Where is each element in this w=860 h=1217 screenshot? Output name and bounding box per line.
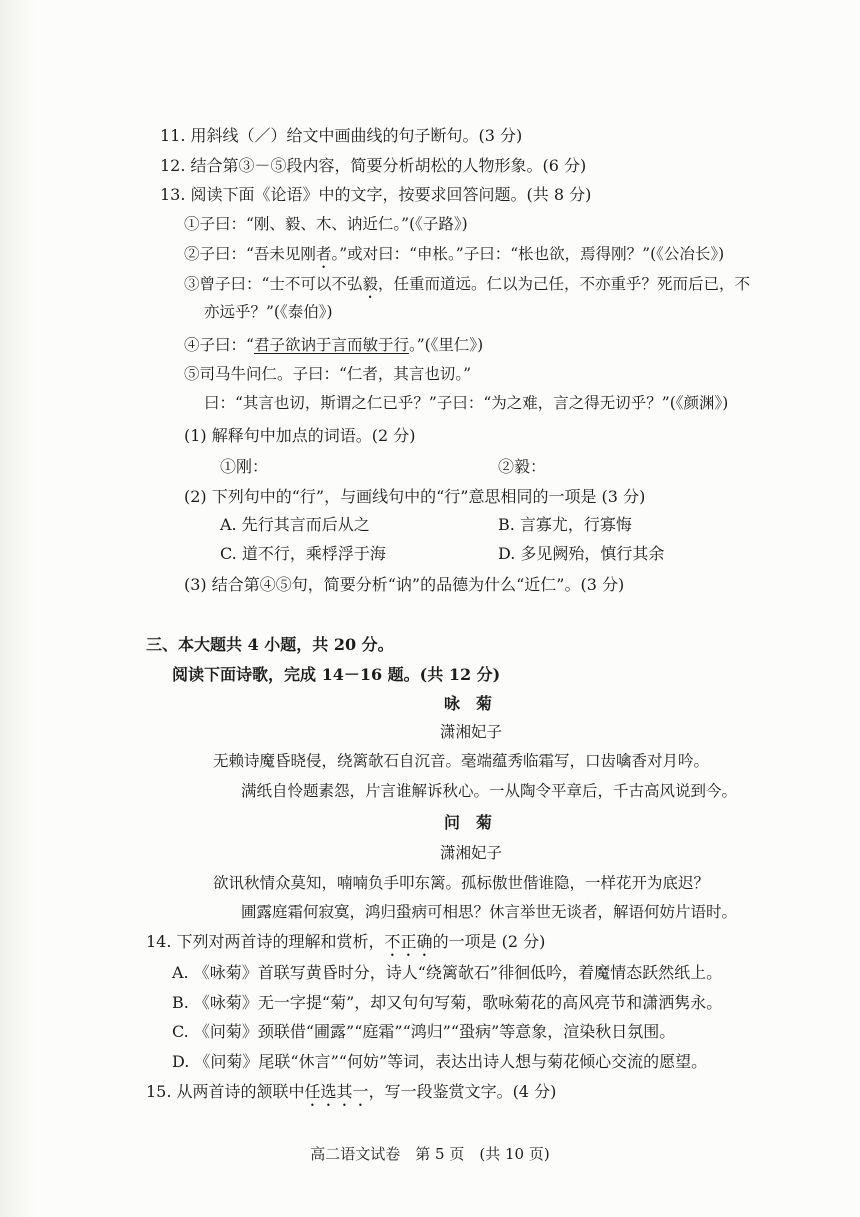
sub-question-1a: ①刚： — [220, 457, 269, 476]
poem-1-title: 咏 菊 — [444, 694, 493, 713]
question-14-option-a: A. 《咏菊》首联写黄昏时分，诗人“绕篱欹石”徘徊低吟，着魔情态跃然纸上。 — [172, 963, 723, 982]
poem-2-author: 潇湘妃子 — [440, 844, 503, 862]
option-2a: A. 先行其言而后从之 — [220, 515, 370, 534]
sub-question-2: (2) 下列句中的“行”，与画线句中的“行”意思相同的一项是 (3 分) — [184, 487, 646, 506]
option-2c: C. 道不行，乘桴浮于海 — [220, 544, 386, 563]
question-11: 11. 用斜线（／）给文中画曲线的句子断句。(3 分) — [160, 126, 523, 145]
dotted-phrase-renxuanqiyi: 任选其一 — [304, 1082, 369, 1101]
dotted-phrase-bu-zhengque: 不正确 — [384, 932, 433, 951]
dotted-word-gang: 者 — [315, 245, 332, 263]
poem-1-author: 潇湘妃子 — [440, 723, 503, 741]
poem-1-line-1: 无赖诗魔昏晓侵，绕篱欹石自沉音。毫端蕴秀临霜写，口齿噙香对月吟。 — [213, 752, 710, 770]
question-14-option-c: C. 《问菊》颈联借“圃露”“庭霜”“鸿归”“蛩病”等意象，渲染秋日氛围。 — [172, 1022, 676, 1041]
lunyu-line-3-cont: 亦远乎？”(《泰伯》) — [204, 303, 333, 321]
lunyu-line-1: ①子曰：“刚、毅、木、讷近仁。”(《子路》) — [184, 215, 468, 233]
sub-question-3: (3) 结合第④⑤句，简要分析“讷”的品德为什么“近仁”。(3 分) — [184, 575, 625, 594]
page-footer: 高二语文试卷 第 5 页 (共 10 页) — [310, 1145, 550, 1163]
lunyu-line-2: ②子曰：“吾未见刚者。”或对曰：“申枨。”子曰：“枨也欲，焉得刚？”(《公冶长》) — [184, 245, 725, 263]
section-3-intro: 阅读下面诗歌，完成 14－16 题。(共 12 分) — [172, 665, 501, 684]
sub-question-1b: ②毅： — [498, 457, 547, 476]
poem-2-line-2: 圃露庭霜何寂寞，鸿归蛩病可相思？休言举世无谈者，解语何妨片语时。 — [241, 903, 738, 921]
dotted-word-yi: 毅 — [362, 275, 378, 293]
question-14-option-b: B. 《咏菊》无一字提“菊”，却又句句写菊，歌咏菊花的高风亮节和潇洒隽永。 — [172, 993, 723, 1012]
lunyu-line-3: ③曾子曰：“士不可以不弘毅，任重而道远。仁以为己任，不亦重乎？死而后已，不 — [184, 275, 750, 293]
lunyu-line-5: ⑤司马牛问仁。子曰：“仁者，其言也讱。” — [184, 365, 472, 383]
question-14-stem: 14. 下列对两首诗的理解和赏析，不正确的一项是 (2 分) — [146, 932, 546, 951]
question-14-option-d: D. 《问菊》尾联“休言”“何妨”等词，表达出诗人想与菊花倾心交流的愿望。 — [172, 1052, 708, 1071]
lunyu-line-4: ④子曰：“君子欲讷于言而敏于行。”(《里仁》) — [184, 336, 484, 354]
poem-2-title: 问 菊 — [444, 813, 493, 832]
scan-edge-shadow — [0, 0, 36, 1217]
question-13-title: 13. 阅读下面《论语》中的文字，按要求回答问题。(共 8 分) — [160, 185, 592, 204]
sub-question-1: (1) 解释句中加点的词语。(2 分) — [184, 426, 416, 445]
underlined-sentence: 君子欲讷于言而敏于行 — [253, 336, 409, 354]
question-12: 12. 结合第③－⑤段内容，简要分析胡松的人物形象。(6 分) — [160, 156, 587, 175]
option-2d: D. 多见阙殆，慎行其余 — [498, 544, 665, 563]
lunyu-line-6: 曰：“其言也讱，斯谓之仁已乎？”子曰：“为之难，言之得无讱乎？”(《颜渊》) — [204, 394, 729, 412]
question-15: 15. 从两首诗的颔联中任选其一，写一段鉴赏文字。(4 分) — [146, 1082, 557, 1101]
poem-1-line-2: 满纸自怜题素怨，片言谁解诉秋心。一从陶令平章后，千古高风说到今。 — [241, 782, 738, 800]
section-3-header: 三、本大题共 4 小题，共 20 分。 — [146, 635, 394, 654]
poem-2-line-1: 欲讯秋情众莫知，喃喃负手叩东篱。孤标傲世偕谁隐，一样花开为底迟？ — [213, 874, 710, 892]
option-2b: B. 言寡尤，行寡悔 — [498, 515, 632, 534]
